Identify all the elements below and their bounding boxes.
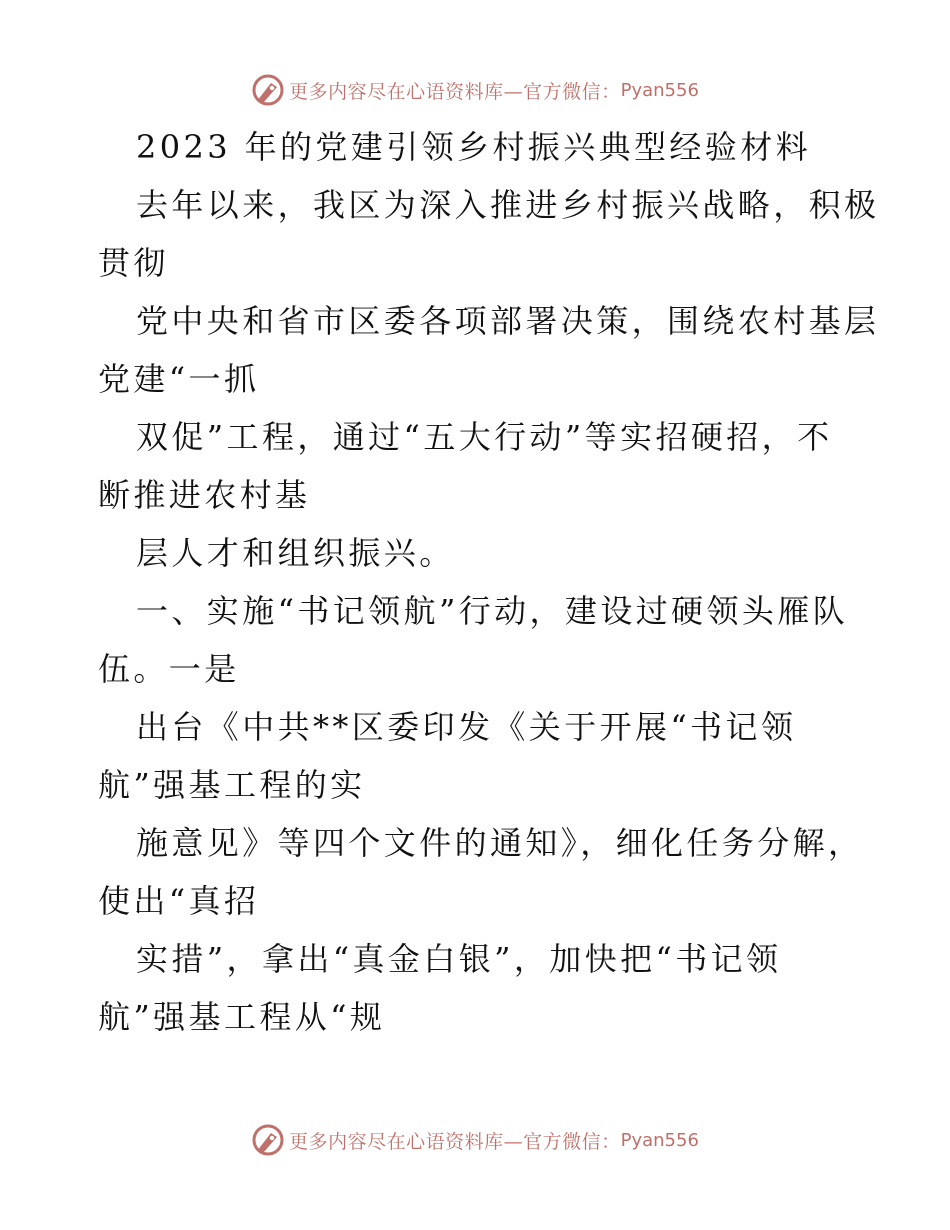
document-title: 2023 年的党建引领乡村振兴典型经验材料 bbox=[136, 128, 812, 166]
paragraph-line: 使出“真招 bbox=[98, 882, 260, 920]
paragraph-line: 断推进农村基 bbox=[98, 476, 311, 514]
paragraph-line: 航”强基工程的实 bbox=[98, 766, 366, 804]
watermark-text: 更多内容尽在心语资料库—官方微信： bbox=[289, 1130, 621, 1153]
watermark-banner-bottom bbox=[0, 1118, 950, 1162]
watermark-text: 更多内容尽在心语资料库—官方微信： bbox=[289, 80, 621, 103]
watermark-wechat-id: Pyan556 bbox=[620, 1129, 699, 1151]
pen-nib-logo-icon bbox=[251, 73, 285, 107]
pen-nib-logo-icon bbox=[251, 1123, 285, 1157]
paragraph-line: 出台《中共**区委印发《关于开展“书记领 bbox=[136, 708, 797, 746]
paragraph-line: 去年以来，我区为深入推进乡村振兴战略，积极 bbox=[136, 186, 880, 224]
paragraph-line: 贯彻 bbox=[98, 244, 169, 282]
watermark-banner-top bbox=[0, 68, 950, 112]
section-heading-line: 一、实施“书记领航”行动，建设过硬领头雁队 bbox=[136, 592, 849, 630]
paragraph-line: 双促”工程，通过“五大行动”等实招硬招，不 bbox=[136, 418, 833, 456]
paragraph-line: 党建“一抓 bbox=[98, 360, 260, 398]
paragraph-line: 层人才和组织振兴。 bbox=[136, 534, 455, 572]
document-body bbox=[98, 118, 880, 1046]
watermark-wechat-id: Pyan556 bbox=[620, 79, 699, 101]
paragraph-line: 伍。一是 bbox=[98, 650, 240, 688]
paragraph-line: 党中央和省市区委各项部署决策，围绕农村基层 bbox=[136, 302, 880, 340]
paragraph-line: 施意见》等四个文件的通知》，细化任务分解， bbox=[136, 824, 864, 862]
paragraph-line: 实措”，拿出“真金白银”，加快把“书记领 bbox=[136, 940, 782, 978]
paragraph-line: 航”强基工程从“规 bbox=[98, 998, 386, 1036]
